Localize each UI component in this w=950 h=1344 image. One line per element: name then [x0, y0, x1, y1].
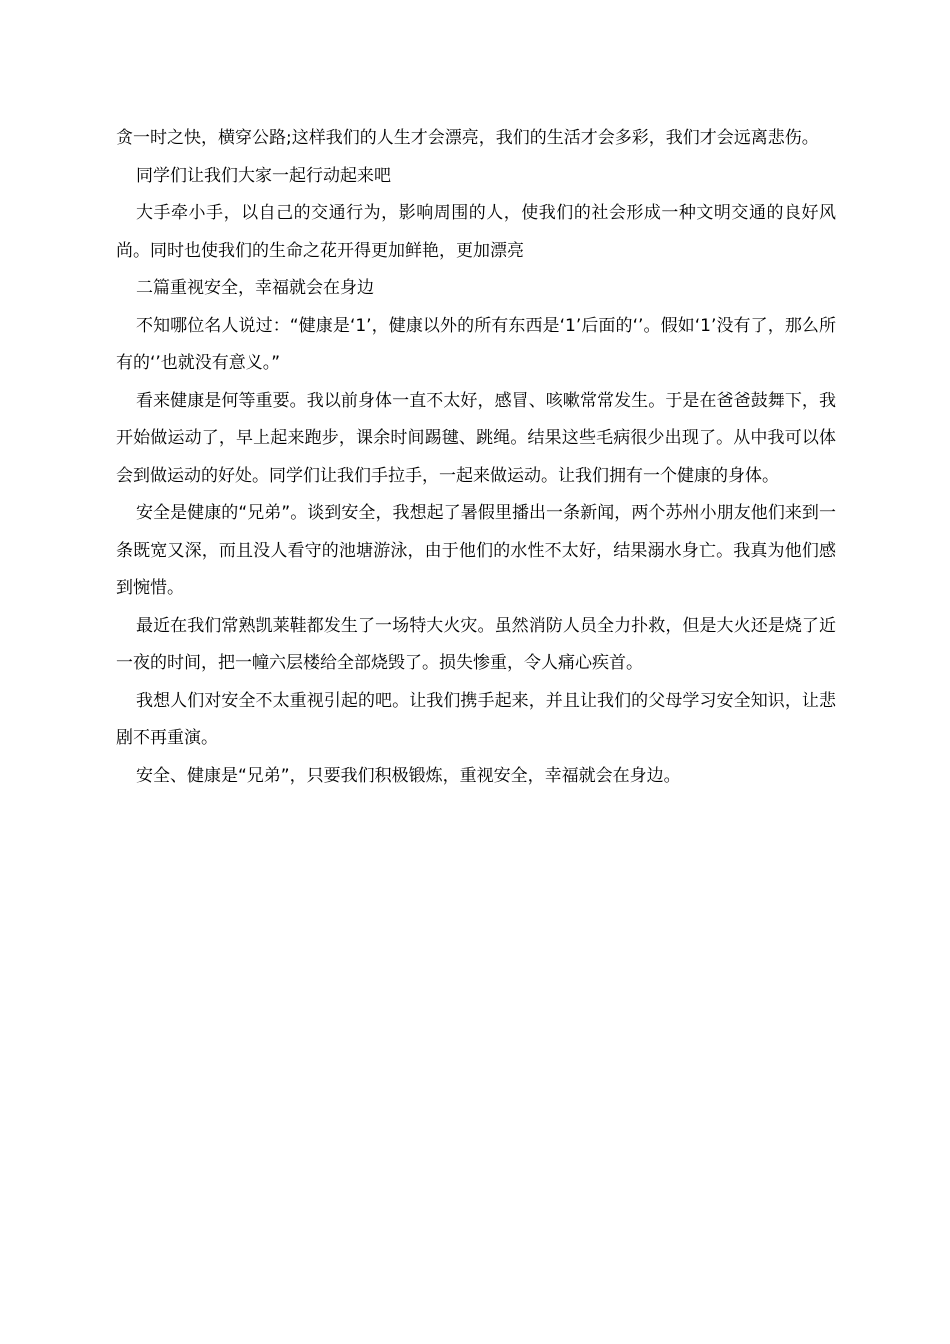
paragraph-1: 贪一时之快，横穿公路;这样我们的人生才会漂亮，我们的生活才会多彩，我们才会远离悲伤。 — [116, 128, 819, 148]
paragraph-8: 最近在我们常熟凯莱鞋都发生了一场特大火灾。虽然消防人员全力扑救，但是大火还是烧了近一夜的时间，把一幢六层楼给全部烧毁了。损失惨重，令人痛心疾首。 — [116, 615, 836, 673]
paragraph-9: 我想人们对安全不太重视引起的吧。让我们携手起来，并且让我们的父母学习安全知识，让悲剧不再重演。 — [116, 690, 836, 748]
document-body — [116, 120, 836, 795]
paragraph-10: 安全、健康是“兄弟”，只要我们积极锻炼，重视安全，幸福就会在身边。 — [136, 765, 681, 786]
paragraph-6: 看来健康是何等重要。我以前身体一直不太好，感冒、咳嗽常常发生。于是在爸爸鼓舞下，我开始做运动了，早上起来跑步，课余时间踢毽、跳绳。结果这些毛病很少出现了。从中我可以体会到做运动的好处。同学们让我们手拉手，一起来做运动。让我们拥有一个健康的身体。 — [116, 390, 836, 486]
paragraph-3: 大手牵小手，以自己的交通行为，影响周围的人，使我们的社会形成一种文明交通的良好风尚。同时也使我们的生命之花开得更加鲜艳，更加漂亮 — [116, 203, 836, 261]
section-heading: 二篇重视安全，幸福就会在身边 — [136, 278, 374, 298]
paragraph-5: 不知哪位名人说过：“健康是‘1’，健康以外的所有东西是‘1’后面的‘’。假如‘1’没有了，那么所有的‘’也就没有意义。” — [116, 315, 836, 373]
paragraph-2: 同学们让我们大家一起行动起来吧 — [136, 165, 391, 186]
paragraph-7: 安全是健康的“兄弟”。谈到安全，我想起了暑假里播出一条新闻，两个苏州小朋友他们来到一条既宽又深，而且没人看守的池塘游泳，由于他们的水性不太好，结果溺水身亡。我真为他们感到惋惜。 — [116, 503, 836, 598]
